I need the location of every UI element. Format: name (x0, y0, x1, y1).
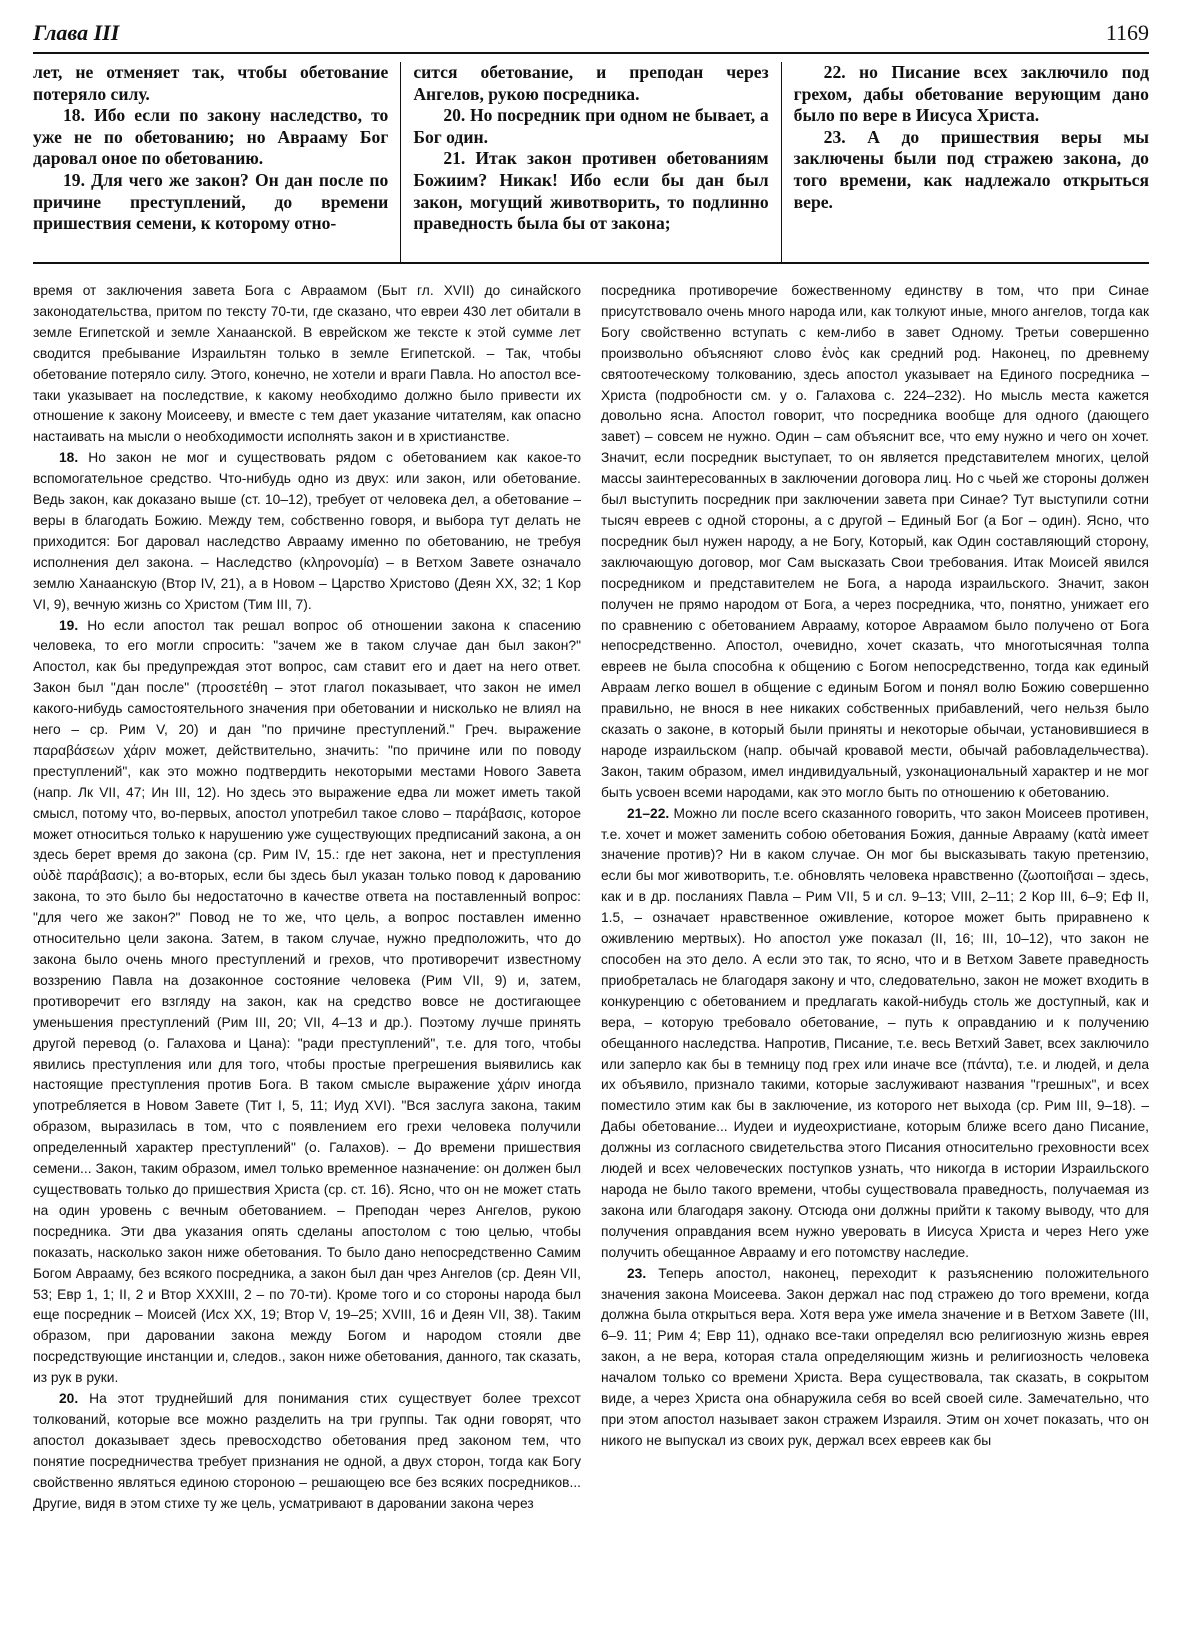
page-header (33, 18, 1149, 54)
bible-verses-block (33, 62, 1149, 264)
commentary-paragraph-23 (601, 1264, 1149, 1452)
verse-text: сится обетование, и преподан через Ангелов, рукою посредника. (413, 62, 769, 104)
commentary-paragraph-20 (33, 1389, 581, 1514)
verse-21: 21. Итак закон противен обетованиям Божиим? Никак! Ибо если бы дан был закон, могущий животворить, то подлинно праведность была бы от закона; (413, 148, 769, 234)
verse-column-2 (400, 62, 780, 262)
verse-number: 21–22. (627, 805, 670, 821)
commentary-text: Но закон не мог и существовать рядом с обетованием как какое-то вспомогательное средство. Что-нибудь одно из двух: или закон, или обетование. Ведь закон, как доказано выше (ст. 10–12), требует от человека дел, а обетование – веры в благодать Божию. Между тем, собственно говоря, и выбора тут делать не приходится: Бог даровал наследство Аврааму именно по обетованию, не требуя исполнения дел закона. – Наследство (κληρονομία) – в Ветхом Завете означало землю Ханаанскую (Втор IV, 21), а в Новом – Царство Христово (Деян XX, 32; 1 Кор VI, 9), вечную жизнь со Христом (Тим III, 7). (33, 450, 581, 612)
commentary-paragraph: время от заключения завета Бога с Авраамом (Быт гл. XVII) до синайского законодательства, притом по тексту 70-ти, где сказано, что евреи 430 лет обитали в земле Египетской и земле Ханаанской. В еврейском же тексте к этой сумме лет сводится пребывание Израильтян только в земле Египетской. – Так, чтобы обетование потеряло силу. Этого, конечно, не хотели и враги Павла. Но апостол все-таки указывает на последствие, к какому необходимо должно было привести их отношение к закону Моисееву, и вместе с тем дает указание читателям, как опасно настаивать на мысли о необходимости исполнять закон и в христианстве. (33, 283, 581, 445)
verse-number: 19. (59, 617, 79, 633)
commentary-paragraph-21-22 (601, 804, 1149, 1264)
commentary-block (33, 281, 1149, 1626)
commentary-paragraph-19 (33, 616, 581, 1390)
verse-19: 19. Для чего же закон? Он дан после по причине преступлений, до времени пришествия семени, к которому отно- (33, 169, 389, 234)
commentary-paragraph: посредника противоречие божественному единству в том, что при Синае присутствовало очень много народа или, как толкуют иные, много ангелов, тогда как Богу свойственно вступать с кем-либо в завет Одному. Третьи совершенно произвольно объясняют слово ἑνὸς как средний род. Наконец, по древнему святоотеческому толкованию, здесь апостол указывает на Единого посредника – Христа (подробности см. у о. Галахова с. 224–232). Но мысль места кажется довольно ясна. Апостол говорит, что посредника вообще для одного (дающего завет) – совсем не нужно. Один – сам объяснит все, что ему нужно и чего он хочет. Значит, если посредник выступает, то он является представителем многих, целой массы заинтересованных в заключении договора лиц. Но с чьей же стороны должен был выступить посредник при заключении завета при Синае? Тут выступили сотни тысяч евреев с одной стороны, а с другой – Единый Бог (а Бог – один). Ясно, что посредник был нужен народу, а не Богу, Который, как Один составляющий сторону, заключающую договор, мог Сам высказать Свои требования. Итак Моисей явился посредником и представителем не Бога, а народа израильского. Значит, закон получен не прямо народом от Бога, а через посредника, что, понятно, унижает его по сравнению с обетованием Аврааму, которое Авраамом было получено от Бога непосредственно. Апостол, очевидно, хочет сказать, что многотысячная толпа евреев не была способна к общению с Богом непосредственно, тогда как единый Авраам легко вошел в общение с единым Богом и понял волю Божию совершенно правильно, не внося в нее никаких собственных прибавлений, чего нельзя было сказать о законе, в который были приняты и некоторые обычаи, установившиеся в народе израильском (напр. обычай кровавой мести, обычай рабовладельчества). Закон, таким образом, имел индивидуальный, узконациональный характер и не мог быть усвоен всеми народами, как это могло быть по отношению к обетованию. (601, 283, 1149, 800)
chapter-title: Глава III (33, 20, 120, 45)
verse-20: 20. Но посредник при одном не бывает, а Бог один. (413, 105, 769, 147)
commentary-text: Можно ли после всего сказанного говорить, что закон Моисеев противен, т.е. хочет и может заменить собою обетования Божия, данные Аврааму (κατὰ имеет значение против)? Ни в каком случае. Он мог бы высказывать такую претензию, если бы мог животворить, т.е. обновлять человека нравственно (ζωοποιῆσαι – здесь, как и в др. посланиях Павла – Рим VII, 5 и сл. 9–13; VIII, 2–11; 2 Кор III, 6–9; Еф II, 1.5, – означает нравственное оживление, которое может быть приравнено к оживлению мертвых). Но апостол уже показал (II, 16; III, 10–12), что закон не способен на это дело. А если это так, то ясно, что и в Ветхом Завете праведность приобреталась не благодаря закону и что, следовательно, закон не может входить в конкуренцию с обетованием и предлагать какой-нибудь столь же доступный, как и вера, – которую требовало обетование, – путь к оправданию и к получению обещанного наследства. Напротив, Писание, т.е. весь Ветхий Завет, всех заключило или заперло как бы в темницу под грех или иначе все (πάντα), т.е. и людей, и дела их объявило, признало такими, которые заслуживают названия "грешных", и всех поместило этим как бы в заключение, из которого нет выхода (ср. Рим III, 9–18). – Дабы обетование... Иудеи и иудеохристиане, которым ближе всего дано Писание, должны из согласного свидетельства этого Писания относительно греховности всех людей и всех человеческих поступков узнать, что никогда в истории Израильского народа не было такого времени, чтобы существовала праведность, получаемая из закона или благодаря закону. Отсюда они должны прийти к такому выводу, что для получения оправдания всем нужно уверовать в Иисуса Христа и через Него уже получить обещанное Аврааму и его потомству наследие. (601, 805, 1149, 1260)
commentary-text: Теперь апостол, наконец, переходит к разъяснению положительного значения закона Моисеева. Закон держал нас под стражею до того времени, когда должна была открыться вера. Хотя вера уже имела значение и в Ветхом Завете (III, 6–9. 11; Рим 4; Евр 11), однако все-таки определял всю религиозную жизнь еврея закон, а не вера, которая стала определяющим жизнь и религиозность человека началом только со времени Христа. Вера существовала, так сказать, в сокрытом виде, а через Христа она обнаружила себя во всей своей силе. Замечательно, что при этом апостол называет закон стражем Израиля. Этим он хочет показать, что он никого не выпускал из своих рук, держал всех евреев как бы (601, 1265, 1149, 1448)
page-number: 1169 (1105, 20, 1149, 45)
verse-column-3 (781, 62, 1149, 262)
verse-23: 23. А до пришествия веры мы заключены были под стражею закона, до того времени, как надлежало открыться вере. (793, 126, 1149, 212)
verse-number: 20. (59, 1391, 79, 1407)
verse-18: 18. Ибо если по закону наследство, то уже не по обетованию; но Аврааму Бог даровал оное по обетованию. (33, 105, 389, 169)
verse-number: 18. (59, 450, 79, 466)
commentary-column-right (601, 281, 1149, 1626)
commentary-column-left (33, 281, 581, 1626)
commentary-text: На этот труднейший для понимания стих существует более трехсот толкований, которые все можно разделить на три группы. Так одни говорят, что апостол доказывает здесь превосходство обетования пред законом тем, что понятие посредничества требует признания не одной, а двух сторон, тогда как Богу свойственно являться единою стороною – решающею все без всяких посредников... Другие, видя в этом стихе ту же цель, усматривают в даровании закона через (33, 1391, 581, 1511)
commentary-paragraph-18 (33, 448, 581, 615)
verse-column-1 (33, 62, 400, 262)
commentary-text: Но если апостол так решал вопрос об отношении закона к спасению человека, то его могли спросить: "зачем же в таком случае дан был закон?" Апостол, как бы предупреждая этот вопрос, сам ставит его и дает на него ответ. Закон был "дан после" (προσετέθη – этот глагол показывает, что закон не имел какого-нибудь самостоятельного значения при обетовании и нисколько не влиял на него – ср. Рим V, 20) и дан "по причине преступлений." Греч. выражение παραβάσεων χάριν может, действительно, значить: "по причине или по поводу преступлений", как это можно подтвердить некоторыми местами Нового Завета (напр. Лк VII, 47; Ин III, 12). Но здесь это выражение едва ли может иметь такой смысл, потому что, во-первых, апостол употребил такое слово – παράβασις, которое может относиться только к нарушению уже существующих предписаний закона, а он здесь берет время до закона (ср. Рим IV, 15.: где нет закона, нет и преступления οὐδὲ παράβασις); а во-вторых, если бы здесь был указан только повод к дарованию закона, то это было бы недостаточно в качестве ответа на поставленный вопрос: "для чего же закон?" Повод не то же, что цель, а вопрос поставлен именно относительно цели закона. Затем, в таком случае, нужно предположить, что до закона было очень много преступлений и грехов, что противоречит известному воззрению Павла на дозаконное состояние человека (Рим VII, 9) и, затем, противоречит его взгляду на закон, как на средство вовсе не достигающее уменьшения преступлений (Рим III, 20; VII, 4–13 и др.). Поэтому лучше принять другой перевод (о. Галахова и Цана): "ради преступлений", т.е. для того, чтобы явились преступления или для того, чтобы простые прегрешения выявились как настоящие преступления против Бога. В таком смысле выражение χάριν иногда употребляется в Новом Завете (Тит I, 5, 11; Иуд XVI). "Вся заслуга закона, таким образом, выразилась в том, что с появлением его грехи человека получили определенный характер преступлений" (о. Галахов). – До времени пришествия семени... Закон, таким образом, имел только временное назначение: он должен был существовать только до пришествия Христа (ср. ст. 16). Ясно, что он не может стать на один уровень с вечным обетованием. – Преподан через Ангелов, рукою посредника. Эти два указания опять сделаны апостолом с тою целью, чтобы показать, насколько закон ниже обетования. То было дано непосредственно Самим Богом Аврааму, без всякого посредника, а закон был дан чрез Ангелов (ср. Деян VII, 53; Евр 1, 1; II, 2 и Втор XXXIII, 2 – по 70-ти). Кроме того и со стороны народа был еще посредник – Моисей (Исх XX, 19; Втор V, 19–25; XVIII, 16 и Деян VII, 38). Таким образом, при даровании закона между Богом и народом стояли две посредствующие инстанции и, следов., закон ниже обетования, данного, так сказать, из рук в руки. (33, 617, 581, 1386)
verse-text: лет, не отменяет так, чтобы обетование потеряло силу. (33, 62, 389, 104)
verse-number: 23. (627, 1265, 647, 1281)
verse-22: 22. но Писание всех заключило под грехом, дабы обетование верующим дано было по вере в Иисуса Христа. (793, 62, 1149, 126)
